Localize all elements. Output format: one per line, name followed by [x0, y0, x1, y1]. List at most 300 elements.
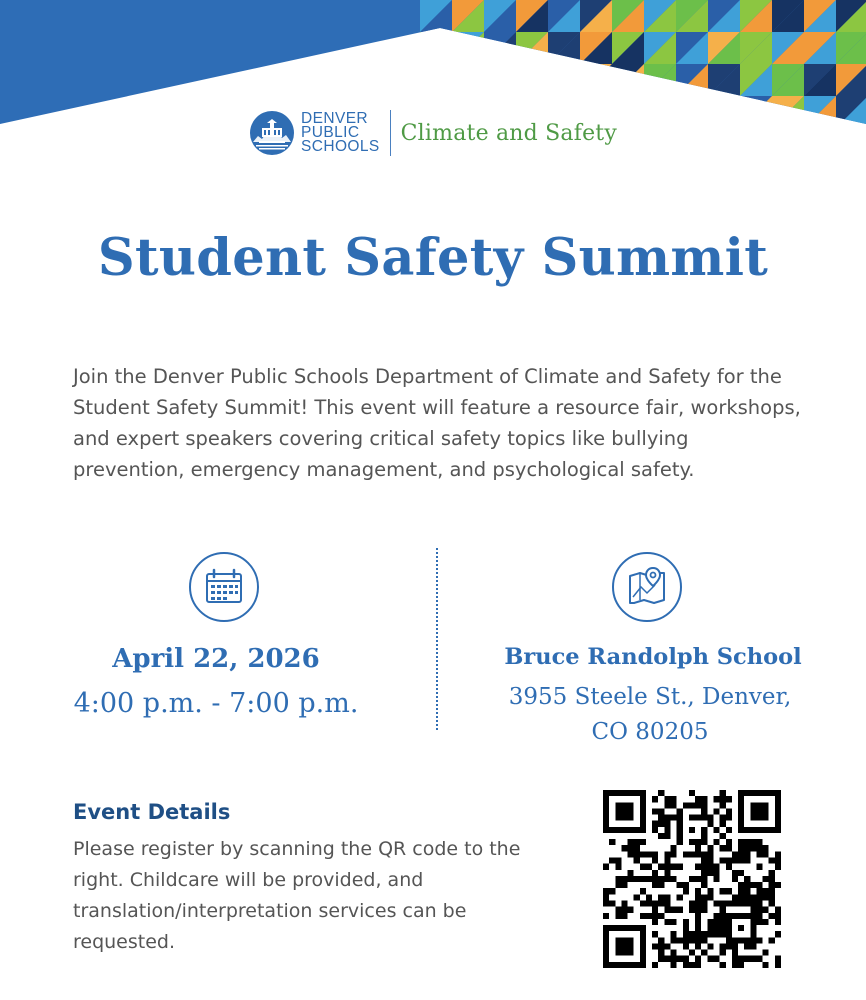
qr-module: [658, 815, 664, 821]
qr-module: [677, 907, 683, 913]
qr-module: [713, 925, 719, 931]
qr-module: [621, 876, 627, 882]
event-time: 4:00 p.m. - 7:00 p.m.: [73, 688, 359, 719]
qr-module: [707, 919, 713, 925]
qr-module: [695, 962, 701, 968]
qr-module: [603, 913, 609, 919]
qr-module: [720, 925, 726, 931]
qr-module: [756, 913, 762, 919]
qr-module: [775, 956, 781, 962]
qr-module: [683, 851, 689, 857]
qr-module: [664, 858, 670, 864]
qr-module: [744, 888, 750, 894]
qr-module: [707, 851, 713, 857]
qr-module: [713, 931, 719, 937]
qr-module: [775, 882, 781, 888]
qr-module: [720, 790, 726, 796]
qr-module: [671, 802, 677, 808]
qr-module: [652, 876, 658, 882]
qr-module: [677, 808, 683, 814]
qr-module: [677, 839, 683, 845]
qr-module: [689, 802, 695, 808]
qr-module: [713, 900, 719, 906]
qr-module: [689, 900, 695, 906]
qr-module: [640, 913, 646, 919]
qr-module: [775, 907, 781, 913]
qr-module: [707, 925, 713, 931]
qr-module: [658, 882, 664, 888]
qr-module: [701, 900, 707, 906]
qr-module: [726, 808, 732, 814]
qr-module: [664, 821, 670, 827]
qr-module: [701, 882, 707, 888]
qr-module: [603, 900, 609, 906]
qr-module: [744, 882, 750, 888]
qr-module: [640, 839, 646, 845]
qr-module: [677, 833, 683, 839]
qr-module: [628, 839, 634, 845]
qr-module: [671, 950, 677, 956]
banner-pattern-triangle: [420, 32, 452, 64]
department-name: Climate and Safety: [400, 120, 617, 146]
qr-module: [695, 802, 701, 808]
qr-module: [738, 858, 744, 864]
qr-module: [621, 907, 627, 913]
qr-module: [683, 931, 689, 937]
qr-module: [763, 962, 769, 968]
qr-module: [726, 796, 732, 802]
qr-module: [646, 864, 652, 870]
qr-module: [738, 882, 744, 888]
qr-module: [695, 851, 701, 857]
qr-module: [720, 833, 726, 839]
qr-module: [701, 894, 707, 900]
qr-module: [701, 876, 707, 882]
qr-module: [750, 943, 756, 949]
qr-module: [707, 894, 713, 900]
qr-module: [664, 870, 670, 876]
qr-module: [683, 962, 689, 968]
banner-pattern-triangle: [580, 64, 612, 96]
qr-module: [621, 845, 627, 851]
qr-module: [664, 900, 670, 906]
qr-module: [701, 815, 707, 821]
address-line-1: 3955 Steele St., Denver,: [508, 684, 792, 710]
qr-module: [732, 858, 738, 864]
qr-module: [695, 796, 701, 802]
qr-module: [689, 962, 695, 968]
qr-module: [664, 815, 670, 821]
qr-module: [756, 919, 762, 925]
qr-module: [658, 894, 664, 900]
qr-module: [738, 956, 744, 962]
qr-module: [658, 876, 664, 882]
qr-module: [652, 827, 658, 833]
banner-pattern-triangle: [484, 64, 516, 96]
qr-module: [652, 858, 658, 864]
qr-module: [701, 931, 707, 937]
qr-module: [652, 882, 658, 888]
qr-module: [652, 962, 658, 968]
qr-module: [683, 943, 689, 949]
qr-module: [775, 864, 781, 870]
qr-module: [658, 913, 664, 919]
qr-module: [646, 900, 652, 906]
qr-module: [646, 876, 652, 882]
qr-module: [720, 913, 726, 919]
qr-module: [713, 870, 719, 876]
qr-module: [695, 845, 701, 851]
qr-module: [695, 888, 701, 894]
qr-module: [713, 919, 719, 925]
org-line-3: SCHOOLS: [301, 138, 380, 155]
qr-module: [720, 845, 726, 851]
qr-module: [713, 956, 719, 962]
dps-seal-logo: [249, 110, 295, 156]
qr-module: [701, 950, 707, 956]
qr-module: [634, 839, 640, 845]
qr-module: [646, 851, 652, 857]
qr-module: [744, 851, 750, 857]
event-details-text: Please register by scanning the QR code to the right. Childcare will be provided, and translation/interpretation services can be requested.: [73, 838, 521, 953]
org-line-1: DENVER: [301, 110, 369, 127]
qr-module: [720, 900, 726, 906]
qr-module: [695, 913, 701, 919]
qr-module: [671, 962, 677, 968]
qr-module: [646, 913, 652, 919]
qr-module: [720, 950, 726, 956]
qr-module: [683, 925, 689, 931]
qr-module: [658, 864, 664, 870]
qr-module: [689, 839, 695, 845]
qr-module: [763, 950, 769, 956]
qr-module: [695, 943, 701, 949]
banner-pattern-triangle: [420, 32, 452, 64]
qr-module: [750, 845, 756, 851]
qr-module: [683, 956, 689, 962]
qr-module: [756, 888, 762, 894]
qr-module: [738, 962, 744, 968]
banner-pattern-triangle: [420, 64, 452, 96]
qr-module: [671, 845, 677, 851]
qr-module: [763, 919, 769, 925]
qr-module: [769, 937, 775, 943]
qr-module: [756, 907, 762, 913]
qr-module: [726, 827, 732, 833]
qr-module: [701, 833, 707, 839]
qr-module: [769, 858, 775, 864]
qr-module: [750, 907, 756, 913]
qr-module: [775, 919, 781, 925]
qr-module: [689, 876, 695, 882]
banner-pattern-triangle: [516, 64, 548, 96]
banner-pattern-triangle: [580, 64, 612, 96]
qr-module: [720, 907, 726, 913]
qr-module: [707, 821, 713, 827]
venue-name: Bruce Randolph School: [504, 644, 802, 670]
qr-module: [713, 808, 719, 814]
registration-qr-code[interactable]: [603, 790, 781, 968]
qr-module: [628, 876, 634, 882]
qr-module: [744, 956, 750, 962]
qr-module: [763, 907, 769, 913]
qr-module: [707, 956, 713, 962]
qr-module: [664, 943, 670, 949]
banner-pattern-triangle: [420, 64, 452, 96]
qr-module: [769, 870, 775, 876]
qr-module: [775, 962, 781, 968]
qr-module: [738, 888, 744, 894]
qr-module: [671, 876, 677, 882]
qr-module: [671, 864, 677, 870]
qr-module: [634, 894, 640, 900]
qr-module: [756, 864, 762, 870]
qr-module: [738, 839, 744, 845]
qr-module: [658, 790, 664, 796]
banner-pattern-triangle: [516, 64, 548, 96]
qr-module: [664, 876, 670, 882]
qr-module: [756, 900, 762, 906]
qr-module: [726, 815, 732, 821]
qr-module: [683, 937, 689, 943]
column-divider: [436, 548, 438, 730]
qr-module: [658, 821, 664, 827]
qr-module: [664, 919, 670, 925]
district-name: [301, 110, 391, 156]
qr-module: [713, 839, 719, 845]
qr-module: [621, 913, 627, 919]
qr-module: [720, 919, 726, 925]
qr-module: [738, 900, 744, 906]
qr-module: [671, 919, 677, 925]
qr-module: [695, 876, 701, 882]
qr-module: [664, 802, 670, 808]
qr-module: [713, 796, 719, 802]
qr-module: [615, 858, 621, 864]
banner-pattern-triangle: [484, 64, 516, 96]
qr-module: [769, 900, 775, 906]
qr-module: [726, 858, 732, 864]
qr-module: [664, 833, 670, 839]
qr-module: [652, 943, 658, 949]
qr-module: [628, 870, 634, 876]
qr-module: [695, 815, 701, 821]
qr-module: [732, 950, 738, 956]
qr-module: [658, 900, 664, 906]
qr-module: [695, 956, 701, 962]
qr-module: [720, 815, 726, 821]
qr-module: [603, 894, 609, 900]
qr-module: [732, 876, 738, 882]
qr-module: [621, 882, 627, 888]
qr-module: [756, 839, 762, 845]
qr-module: [640, 888, 646, 894]
qr-module: [689, 950, 695, 956]
qr-module: [677, 882, 683, 888]
qr-module: [615, 913, 621, 919]
qr-module: [756, 894, 762, 900]
qr-module: [671, 956, 677, 962]
qr-module: [634, 876, 640, 882]
qr-module: [609, 858, 615, 864]
qr-module: [634, 845, 640, 851]
qr-module: [726, 845, 732, 851]
qr-module: [652, 808, 658, 814]
qr-module: [750, 894, 756, 900]
banner-pattern-triangle: [452, 32, 484, 64]
qr-module: [720, 888, 726, 894]
qr-module: [671, 851, 677, 857]
qr-module: [720, 858, 726, 864]
qr-module: [726, 943, 732, 949]
qr-module: [695, 925, 701, 931]
qr-module: [732, 900, 738, 906]
qr-module: [738, 894, 744, 900]
qr-module: [628, 845, 634, 851]
qr-module: [713, 876, 719, 882]
qr-finder-center: [615, 937, 633, 955]
qr-module: [609, 839, 615, 845]
qr-module: [689, 827, 695, 833]
qr-module: [689, 851, 695, 857]
event-date: April 22, 2026: [112, 644, 320, 674]
qr-module: [683, 882, 689, 888]
map-pin-icon: [611, 551, 683, 623]
address-line-2: CO 80205: [591, 719, 709, 745]
qr-module: [701, 808, 707, 814]
qr-module: [707, 858, 713, 864]
qr-module: [634, 858, 640, 864]
qr-module: [677, 956, 683, 962]
qr-module: [726, 839, 732, 845]
qr-module: [652, 821, 658, 827]
qr-module: [695, 839, 701, 845]
qr-module: [701, 870, 707, 876]
qr-module: [646, 894, 652, 900]
qr-module: [720, 821, 726, 827]
event-details-heading: Event Details: [73, 800, 231, 824]
qr-module: [664, 827, 670, 833]
qr-module: [707, 845, 713, 851]
banner-pattern-triangle: [548, 64, 580, 96]
qr-module: [640, 900, 646, 906]
qr-module: [677, 827, 683, 833]
qr-module: [689, 815, 695, 821]
banner-pattern-triangle: [452, 64, 484, 96]
qr-module: [671, 907, 677, 913]
qr-module: [763, 888, 769, 894]
qr-module: [683, 802, 689, 808]
qr-module: [713, 827, 719, 833]
qr-module: [763, 845, 769, 851]
qr-module: [652, 851, 658, 857]
qr-module: [628, 907, 634, 913]
qr-module: [738, 851, 744, 857]
qr-module: [689, 937, 695, 943]
qr-module: [671, 815, 677, 821]
qr-module: [720, 796, 726, 802]
qr-module: [671, 931, 677, 937]
qr-module: [603, 888, 609, 894]
qr-module: [701, 937, 707, 943]
qr-module: [677, 815, 683, 821]
qr-module: [652, 913, 658, 919]
qr-module: [701, 907, 707, 913]
qr-module: [695, 907, 701, 913]
qr-module: [750, 882, 756, 888]
qr-module: [744, 858, 750, 864]
qr-module: [707, 943, 713, 949]
qr-module: [707, 864, 713, 870]
qr-module: [701, 864, 707, 870]
qr-module: [615, 864, 621, 870]
qr-module: [658, 808, 664, 814]
qr-module: [763, 851, 769, 857]
qr-module: [695, 900, 701, 906]
qr-module: [658, 950, 664, 956]
qr-module: [738, 870, 744, 876]
qr-module: [652, 796, 658, 802]
qr-module: [652, 931, 658, 937]
qr-module: [726, 888, 732, 894]
qr-module: [726, 864, 732, 870]
qr-module: [677, 937, 683, 943]
qr-module: [756, 956, 762, 962]
qr-module: [769, 888, 775, 894]
qr-module: [732, 870, 738, 876]
qr-module: [658, 937, 664, 943]
qr-module: [720, 962, 726, 968]
qr-module: [707, 888, 713, 894]
qr-module: [756, 882, 762, 888]
qr-module: [707, 815, 713, 821]
qr-module: [658, 956, 664, 962]
org-line-2: PUBLIC: [301, 124, 360, 141]
qr-module: [707, 870, 713, 876]
qr-module: [640, 876, 646, 882]
qr-module: [707, 931, 713, 937]
qr-module: [775, 851, 781, 857]
banner-pattern-triangle: [548, 64, 580, 96]
qr-module: [720, 943, 726, 949]
qr-module: [671, 796, 677, 802]
qr-module: [732, 851, 738, 857]
qr-module: [615, 876, 621, 882]
qr-module: [689, 790, 695, 796]
qr-module: [701, 827, 707, 833]
qr-module: [744, 943, 750, 949]
qr-finder-center: [750, 802, 768, 820]
qr-module: [750, 900, 756, 906]
qr-module: [769, 882, 775, 888]
qr-module: [701, 858, 707, 864]
qr-module: [689, 931, 695, 937]
qr-module: [658, 833, 664, 839]
qr-module: [701, 851, 707, 857]
qr-module: [683, 888, 689, 894]
qr-module: [664, 851, 670, 857]
qr-module: [615, 907, 621, 913]
qr-module: [609, 888, 615, 894]
qr-module: [621, 900, 627, 906]
qr-module: [609, 900, 615, 906]
qr-module: [701, 796, 707, 802]
qr-module: [695, 864, 701, 870]
qr-module: [695, 931, 701, 937]
qr-module: [658, 943, 664, 949]
qr-module: [744, 876, 750, 882]
qr-module: [677, 821, 683, 827]
